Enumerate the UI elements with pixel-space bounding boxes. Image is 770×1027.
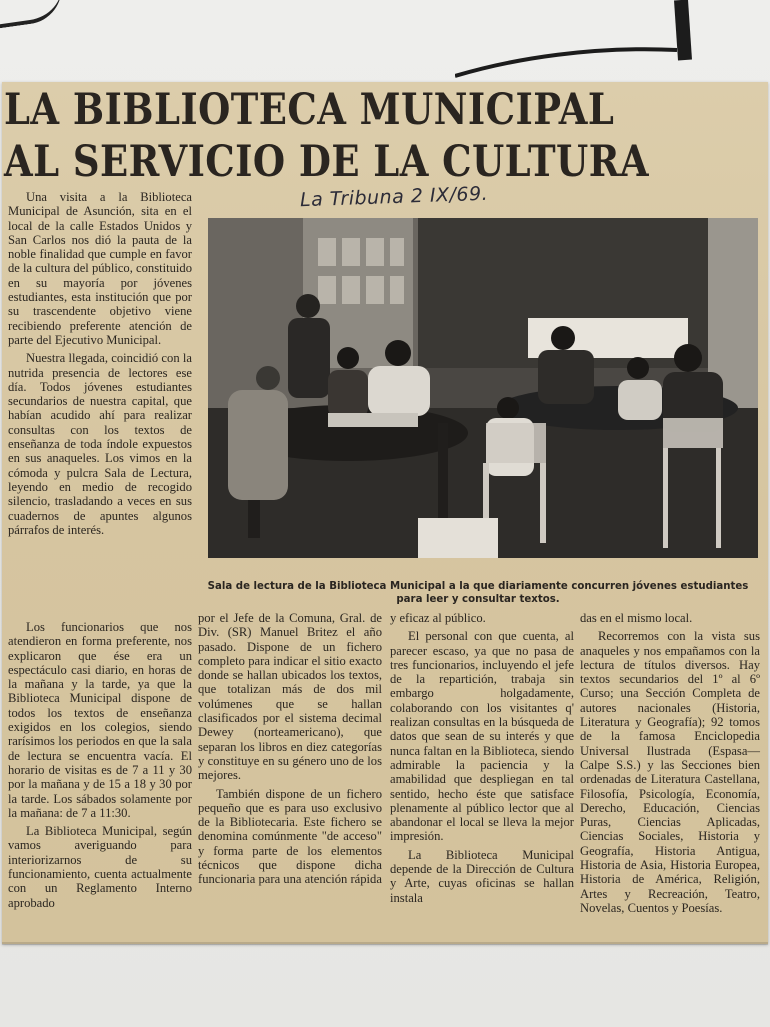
reading-room-photo [208, 218, 758, 558]
paragraph: Recorremos con la vista sus anaqueles y nos empañamos con la lectura de títulos diversos. Hay textos secundarios del 1º al 6º Curso; una Sección Completa de autores nacionales (Historia, Literatura y Geografía); 92 tomos de la famosa Enciclopedia Universal Ilustrada (Espasa—Calpe S.S.) y las Secciones bien ordenadas de Literatura Castellana, Filosofía, Psicología, Economía, Derecho, Educación, Ciencias Puras, Ciencias Aplicadas, Ciencias Sociales, Historia y Geografía, Historia Antigua, Historia de Asia, Historia Europea, Historia de América, Religión, Artes y Recreación, Teatro, Novelas, Cuentos y Poesías. [580, 629, 760, 915]
ink-scribble [455, 0, 700, 80]
handwritten-note: La Tribuna 2 IX/69. [299, 182, 489, 212]
paragraph: También dispone de un fichero pequeño que es para uso exclusivo de la Bibliotecaria. Este fichero se denomina comúnmente "de acceso" y forma parte de los elementos técnicos que dispone dicha funcionaria para una atención rápida [198, 786, 382, 887]
paragraph: La Biblioteca Municipal, según vamos averiguando para interiorizarnos de su funcionamiento, cuenta actualmente con un Reglamento Interno aprobado [8, 824, 192, 910]
paragraph: Nuestra llegada, coincidió con la nutrida presencia de lectores ese día. Todos jóvenes estudiantes secundarios de nuestra capital, que habían acudido ahí para realizar consultas con los textos de enseñanza de toda índole expuestos en sus anaqueles. Los vimos en la cómoda y pulcra Sala de Lectura, leyendo en medio de recogido silencio, trasladando a veces en sus cuadernos de apuntes algunos párrafos de interés. [8, 351, 192, 537]
article-column-1 [8, 190, 192, 541]
paragraph: Los funcionarios que nos atendieron en forma preferente, nos explicaron que ése era un espectáculo casi diario, en horas de la mañana y la tarde, ya que la Biblioteca Municipal dispone de todos los textos de enseñanza exigidos en los colegios, siendo rarísimos los periodos en que la sala de lectura se encuentra vacía. El horario de visitas es de 7 a 11 y 30 por la mañana y de 15 a 18 y 30 por la tarde. Los sábados solamente por la mañana: de 7 a 11:30. [8, 620, 192, 820]
paragraph: por el Jefe de la Comuna, Gral. de Div. (SR) Manuel Britez el año pasado. Dispone de un fichero completo para indicar el sitio exacto donde se hallan ubicados los textos, que totalizan más de dos mil volúmenes que se hallan clasificados por el sistema decimal Dewey (norteamericano), que separan los libros en diez categorías y constituye en su género uno de los mejores. [198, 611, 382, 783]
paragraph: Una visita a la Biblioteca Municipal de Asunción, sita en el local de la calle Estados Unidos y San Carlos nos dió la pauta de la noble finalidad que cumple en favor de la cultura del público, constituido en su mayoría por jóvenes estudiantes, esta institución que por su trascendente objetivo viene recibiendo preferente atención de parte del Ejecutivo Municipal. [8, 190, 192, 347]
clipping-edge-shadow [2, 942, 768, 945]
photo-illustration [208, 218, 758, 558]
photo-caption: Sala de lectura de la Biblioteca Municipal a la que diariamente concurren jóvenes estudiantes para leer y consultar textos. [207, 581, 749, 605]
article-column-4 [580, 611, 760, 919]
article-column-2 [198, 611, 382, 891]
article-column-1-continued [8, 620, 192, 914]
headline-line-2: AL SERVICIO DE LA CULTURA [4, 137, 649, 187]
article-column-3 [390, 611, 574, 909]
paragraph: das en el mismo local. [580, 611, 693, 625]
paragraph: El personal con que cuenta, al parecer escaso, ya que no pasa de tres funcionarios, incluyendo el jefe de la repartición, trabaja sin embargo holgadamente, colaborando con los visitantes q' realizan consultas en la búsqueda de datos que sean de su interés y que nunca faltan en la Biblioteca, siendo admirable la paciencia y la amabilidad que despliegan en tal sentido, hecho éste que satisface plenamente al público lector que al abandonar el local se lleva la mejor impresión. [390, 629, 574, 844]
paragraph: y eficaz al público. [390, 611, 486, 625]
headline-line-1: LA BIBLIOTECA MUNICIPAL [4, 85, 615, 135]
paragraph: La Biblioteca Municipal depende de la Dirección de Cultura y Arte, cuyas oficinas se hallan instala [390, 847, 574, 905]
